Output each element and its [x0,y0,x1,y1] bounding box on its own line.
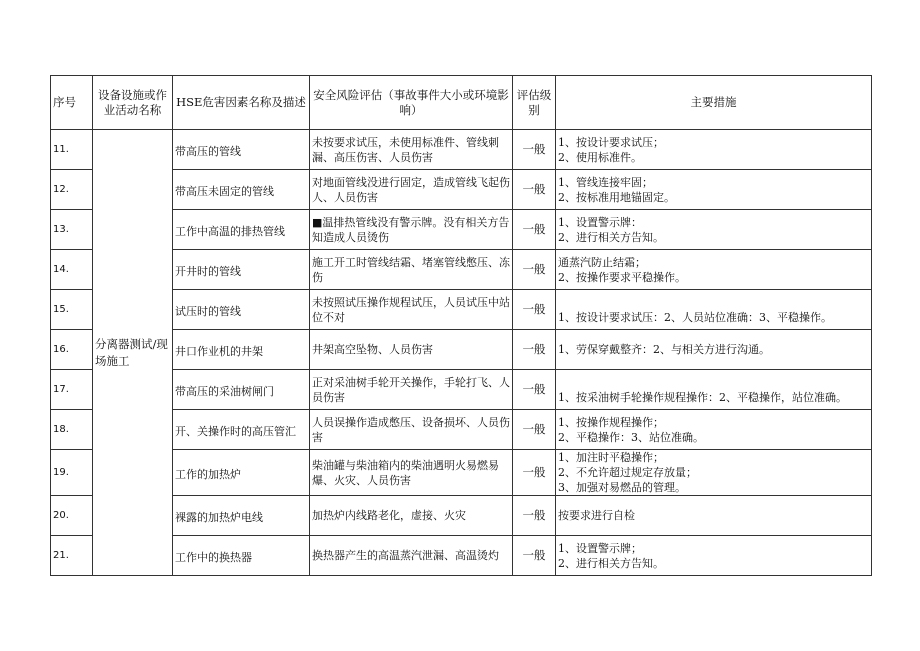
table-row [51,536,872,576]
row-risk: 人员误操作造成憋压、设备损坏、人员伤害 [310,410,513,450]
header-hazard: HSE危害因素名称及描述 [173,76,310,130]
row-measures [556,170,872,210]
row-level: 一般 [513,496,556,536]
row-seq: 14. [51,250,93,290]
row-measures [556,330,872,370]
header-risk: 安全风险评估（事故事件大小或环境影响） [310,76,513,130]
row-risk: ■温排热管线没有警示牌。没有相关方告知造成人员烫伤 [310,210,513,250]
table-row [51,410,872,450]
row-risk: 对地面管线没进行固定，造成管线飞起伤人、人员伤害 [310,170,513,210]
table-row [51,450,872,496]
measure-line [558,375,869,390]
measure-line: 3、加强对易燃品的管理。 [558,481,686,494]
row-hazard: 带高压的管线 [173,130,310,170]
row-level: 一般 [513,450,556,496]
equipment-name: 分离器测试/现场施工 [93,130,173,576]
row-seq: 19. [51,450,93,496]
row-seq: 21. [51,536,93,576]
row-hazard: 裸露的加热炉电线 [173,496,310,536]
table-body [51,130,872,576]
row-seq: 18. [51,410,93,450]
row-hazard: 开、关操作时的高压管汇 [173,410,310,450]
table-row [51,496,872,536]
measure-line: 1、按采油树手轮操作规程操作：2、平稳操作，站位准确。 [558,390,847,404]
measure-line: 1、设置警示牌： [558,215,642,229]
row-level: 一般 [513,330,556,370]
measure-line: 2、平稳操作：3、站位准确。 [558,430,704,444]
row-measures [556,410,872,450]
measure-line: 2、不允许超过规定存放量； [558,466,697,479]
row-level: 一般 [513,250,556,290]
row-measures [556,370,872,410]
header-seq: 序号 [51,76,93,130]
row-hazard: 试压时的管线 [173,290,310,330]
header-row [51,76,872,130]
row-risk: 柴油罐与柴油箱内的柴油遇明火易燃易爆、火灾、人员伤害 [310,450,513,496]
measure-line: 1、管线连接牢固； [558,175,653,189]
row-hazard: 工作中的换热器 [173,536,310,576]
measure-line: 1、按操作规程操作； [558,415,664,429]
row-level: 一般 [513,210,556,250]
row-measures [556,130,872,170]
row-measures [556,450,872,496]
row-measures [556,290,872,330]
row-seq: 15. [51,290,93,330]
table-row [51,170,872,210]
measure-line: 1、劳保穿戴整齐：2、与相关方进行沟通。 [558,343,770,356]
measure-line: 2、使用标准件。 [558,150,642,164]
table-row [51,330,872,370]
row-level: 一般 [513,130,556,170]
row-seq: 11. [51,130,93,170]
row-risk: 换热器产生的高温蒸汽泄漏、高温烫灼 [310,536,513,576]
row-hazard: 带高压未固定的管线 [173,170,310,210]
table-row [51,210,872,250]
row-hazard: 井口作业机的井架 [173,330,310,370]
hse-risk-table [50,75,872,576]
row-level: 一般 [513,170,556,210]
header-level: 评估级别 [513,76,556,130]
row-seq: 13. [51,210,93,250]
row-hazard: 开井时的管线 [173,250,310,290]
row-risk: 施工开工时管线结霜、堵塞管线憋压、冻伤 [310,250,513,290]
row-hazard: 带高压的采油树闸门 [173,370,310,410]
measure-line: 2、进行相关方告知。 [558,556,664,570]
measure-line: 1、设置警示牌； [558,541,642,555]
row-level: 一般 [513,290,556,330]
table-row [51,370,872,410]
row-level: 一般 [513,370,556,410]
header-measures: 主要措施 [556,76,872,130]
table-row [51,290,872,330]
row-seq: 16. [51,330,93,370]
row-risk: 正对采油树手轮开关操作，手轮打飞、人员伤害 [310,370,513,410]
measure-line: 通蒸汽防止结霜； [558,255,646,269]
row-measures [556,496,872,536]
row-level: 一般 [513,536,556,576]
measure-line: 2、按操作要求平稳操作。 [558,270,686,284]
row-seq: 20. [51,496,93,536]
header-equipment: 设备设施或作业活动名称 [93,76,173,130]
measure-line: 1、按设计要求试压：2、人员站位准确：3、平稳操作。 [558,310,832,324]
row-risk: 未按照试压操作规程试压，人员试压中站位不对 [310,290,513,330]
measure-line: 1、加注时平稳操作； [558,451,664,464]
measure-line: 按要求进行自检 [558,509,635,522]
measure-line: 2、进行相关方告知。 [558,230,664,244]
table-row [51,250,872,290]
measure-line: 2、按标准用地锚固定。 [558,190,675,204]
row-measures [556,250,872,290]
table-row [51,130,872,170]
row-seq: 12. [51,170,93,210]
measure-line: 1、按设计要求试压； [558,135,664,149]
measure-line [558,295,869,310]
row-measures [556,536,872,576]
row-hazard: 工作的加热炉 [173,450,310,496]
row-hazard: 工作中高温的排热管线 [173,210,310,250]
row-risk: 加热炉内线路老化，虚接、火灾 [310,496,513,536]
row-level: 一般 [513,410,556,450]
row-measures [556,210,872,250]
row-risk: 井架高空坠物、人员伤害 [310,330,513,370]
row-risk: 未按要求试压，未使用标准件、管线刺漏、高压伤害、人员伤害 [310,130,513,170]
row-seq: 17. [51,370,93,410]
